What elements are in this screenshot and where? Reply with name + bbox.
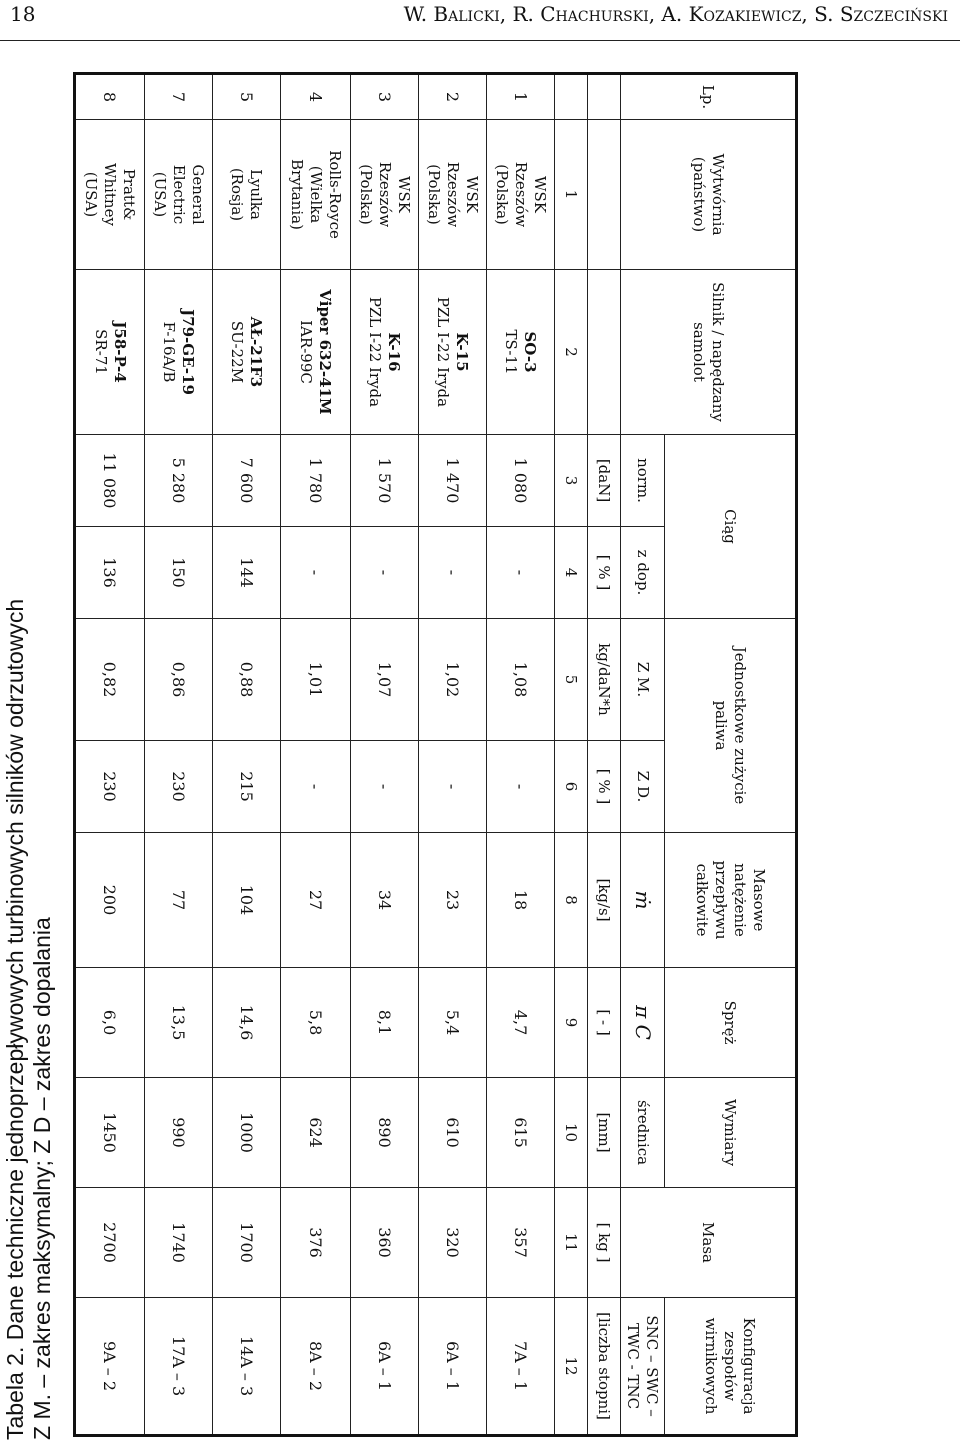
row-diameter: [487, 1078, 555, 1188]
sub-compression-symbol: π C: [621, 968, 665, 1078]
row-manufacturer-line: Pratt&: [120, 168, 139, 221]
row-engine: [145, 270, 213, 435]
row-sfc-ab: [351, 741, 419, 833]
row-mass-line: 357: [511, 1227, 530, 1258]
row-engine-line: TS-11: [502, 329, 521, 375]
row-manufacturer-line: WSK: [395, 176, 413, 213]
sub-config: SNC – SWC – TWC - TNC: [621, 1298, 665, 1436]
row-manufacturer: [281, 120, 351, 270]
table-row: [145, 74, 213, 1436]
row-manufacturer-line: Electric: [170, 164, 188, 225]
sub-thrust-ab: z dop.: [621, 527, 665, 619]
row-massflow: [75, 833, 145, 968]
row-lp: [419, 74, 487, 120]
row-engine: [281, 270, 351, 435]
unit-compression: [ - ]: [588, 968, 621, 1078]
row-compression-line: 14,6: [237, 1004, 256, 1041]
row-sfc-line: 1,01: [306, 661, 325, 698]
row-diameter-line: 890: [375, 1117, 394, 1148]
col-number: 8: [555, 833, 588, 968]
row-diameter-line: 1000: [237, 1112, 256, 1153]
row-sfc-ab-line: -: [511, 783, 530, 790]
row-lp-line: 1: [511, 91, 530, 103]
row-manufacturer-line: WSK: [463, 176, 481, 213]
row-sfc-line: 1,08: [511, 661, 530, 698]
row-lp-line: 5: [237, 91, 256, 103]
row-manufacturer-line: Rolls-Royce: [326, 150, 344, 239]
table-caption: [2, 20, 72, 1440]
col-number: 2: [555, 270, 588, 435]
row-thrust-line: 7 600: [237, 457, 256, 504]
header-engine: Silnik / napędzany samolot: [621, 270, 797, 435]
page-header: [0, 0, 960, 41]
col-number: 10: [555, 1078, 588, 1188]
row-config: [487, 1298, 555, 1436]
row-config: [281, 1298, 351, 1436]
row-mass-line: 360: [375, 1227, 394, 1258]
row-sfc: [487, 619, 555, 741]
header-sfc: Jednostkowe zużycie paliwa: [665, 619, 797, 833]
row-massflow-line: 27: [306, 889, 325, 911]
row-diameter-line: 990: [169, 1117, 188, 1148]
row-thrust-line: 1 470: [443, 457, 462, 504]
table-row: [213, 74, 281, 1436]
row-engine-line: SR-71: [92, 329, 110, 375]
row-manufacturer: [145, 120, 213, 270]
row-sfc-ab: [487, 741, 555, 833]
col-number: 5: [555, 619, 588, 741]
unit-config: [liczba stopni]: [588, 1298, 621, 1436]
row-config: [419, 1298, 487, 1436]
row-thrust-ab: [213, 527, 281, 619]
row-manufacturer-line: General: [189, 164, 207, 225]
row-manufacturer: [419, 120, 487, 270]
row-engine-line: F-16A/B: [160, 321, 179, 383]
unit-mass: [ kg ]: [588, 1188, 621, 1298]
row-engine-line: AŁ-21F3: [247, 316, 266, 388]
sub-massflow-symbol: ṁ: [621, 833, 665, 968]
row-massflow: [213, 833, 281, 968]
table-row: [487, 74, 555, 1436]
row-mass-line: 2700: [100, 1222, 120, 1263]
units-empty-1: [588, 74, 621, 120]
row-engine: [419, 270, 487, 435]
row-engine-line: K-16: [385, 332, 404, 372]
row-config: [213, 1298, 281, 1436]
unit-massflow: [kg/s]: [588, 833, 621, 968]
row-compression: [281, 968, 351, 1078]
row-thrust: [75, 435, 145, 527]
row-diameter-line: 615: [511, 1117, 530, 1148]
row-manufacturer-line: WSK: [531, 176, 549, 213]
row-massflow-line: 104: [237, 884, 256, 916]
running-head: W. Balicki, R. Chachurski, A. Kozakiewicz, S. Szczeciński: [403, 2, 948, 26]
row-compression-line: 8,1: [375, 1009, 394, 1036]
row-manufacturer-line: Whitney: [101, 163, 120, 226]
row-thrust-ab: [419, 527, 487, 619]
row-mass: [487, 1188, 555, 1298]
row-manufacturer: [351, 120, 419, 270]
row-manufacturer-line: (USA): [82, 171, 101, 218]
unit-thrust-norm: [daN]: [588, 435, 621, 527]
table-row: [281, 74, 351, 1436]
unit-thrust-ab: [ % ]: [588, 527, 621, 619]
units-row: [588, 74, 621, 1436]
row-massflow-line: 23: [443, 889, 462, 911]
row-sfc: [351, 619, 419, 741]
row-thrust-ab-line: 150: [169, 557, 188, 588]
row-sfc-ab: [419, 741, 487, 833]
row-compression-line: 5,8: [306, 1009, 325, 1036]
row-config-line: 9A – 2: [100, 1340, 120, 1392]
caption-title: Tabela 2. Dane techniczne jednoprzepływowych turbinowych silników odrzutowych: [2, 598, 28, 1440]
row-lp: [487, 74, 555, 120]
row-config: [145, 1298, 213, 1436]
row-sfc-line: 0,88: [237, 661, 256, 698]
row-engine-line: SO-3: [521, 331, 540, 373]
row-thrust: [419, 435, 487, 527]
row-sfc-ab-line: -: [306, 783, 325, 790]
table-body: [75, 74, 555, 1436]
header-thrust: Ciąg: [665, 435, 797, 619]
row-mass: [145, 1188, 213, 1298]
units-empty-3: [588, 270, 621, 435]
row-thrust-line: 11 080: [100, 452, 120, 509]
row-lp: [281, 74, 351, 120]
header-row: [665, 74, 797, 1436]
row-manufacturer-line: (Polska): [425, 164, 443, 225]
header-config: Konfiguracja zespołów wirnikowych: [665, 1298, 797, 1436]
row-diameter: [213, 1078, 281, 1188]
row-diameter: [419, 1078, 487, 1188]
row-engine-line: J58-P-4: [111, 321, 129, 383]
row-compression: [75, 968, 145, 1078]
row-compression-line: 13,5: [169, 1004, 188, 1041]
row-compression-line: 6,0: [100, 1009, 120, 1036]
row-massflow: [145, 833, 213, 968]
row-mass: [351, 1188, 419, 1298]
row-diameter: [351, 1078, 419, 1188]
row-sfc: [281, 619, 351, 741]
table-wrapper: [82, 72, 798, 1434]
unit-sfc-ab: [ % ]: [588, 741, 621, 833]
col-number: 1: [555, 120, 588, 270]
row-mass-line: 1740: [169, 1222, 188, 1263]
row-massflow: [281, 833, 351, 968]
row-thrust-line: 1 780: [306, 457, 325, 504]
units-empty-2: [588, 120, 621, 270]
row-massflow-line: 34: [375, 889, 394, 911]
row-thrust: [487, 435, 555, 527]
row-config-line: 17A – 3: [169, 1335, 188, 1397]
col-number: 11: [555, 1188, 588, 1298]
col-number: 6: [555, 741, 588, 833]
row-engine: [213, 270, 281, 435]
row-config-line: 6A – 1: [375, 1340, 394, 1392]
row-engine: [351, 270, 419, 435]
row-diameter-line: 1450: [100, 1112, 120, 1153]
row-massflow-line: 77: [169, 889, 188, 911]
col-number: 9: [555, 968, 588, 1078]
row-manufacturer: [487, 120, 555, 270]
row-sfc: [75, 619, 145, 741]
sub-sfc-max: Z M.: [621, 619, 665, 741]
row-sfc-ab: [213, 741, 281, 833]
row-config-line: 8A – 2: [306, 1340, 325, 1392]
table-row: [351, 74, 419, 1436]
row-thrust: [145, 435, 213, 527]
row-thrust-ab: [75, 527, 145, 619]
row-massflow: [351, 833, 419, 968]
row-sfc-line: 0,82: [100, 661, 120, 698]
row-lp-line: 4: [306, 91, 325, 103]
row-mass-line: 376: [306, 1227, 325, 1258]
row-engine-line: Viper 632-41M: [316, 289, 335, 415]
row-manufacturer-line: Rzeszów: [444, 161, 462, 228]
row-massflow-line: 18: [511, 889, 530, 911]
row-mass-line: 320: [443, 1227, 462, 1258]
row-thrust: [213, 435, 281, 527]
row-engine: [487, 270, 555, 435]
row-diameter-line: 610: [443, 1117, 462, 1148]
row-sfc-line: 1,07: [375, 661, 394, 698]
row-diameter-line: 624: [306, 1117, 325, 1148]
row-massflow: [419, 833, 487, 968]
row-sfc-ab-line: 215: [237, 771, 256, 802]
row-sfc-ab-line: -: [375, 783, 394, 790]
row-diameter: [75, 1078, 145, 1188]
row-manufacturer-line: Rzeszów: [376, 161, 394, 228]
row-sfc-line: 1,02: [443, 661, 462, 698]
row-lp: [145, 74, 213, 120]
row-mass: [419, 1188, 487, 1298]
row-thrust-ab-line: 144: [237, 557, 256, 588]
row-sfc-line: 0,86: [169, 661, 188, 698]
row-engine-line: SU-22M: [228, 320, 247, 384]
row-sfc-ab-line: 230: [100, 771, 120, 802]
row-thrust-ab-line: 136: [100, 557, 120, 588]
col-number: 3: [555, 435, 588, 527]
row-manufacturer-line: (Rosja): [228, 167, 247, 222]
row-engine-line: IAR-99C: [297, 320, 316, 384]
row-massflow: [487, 833, 555, 968]
row-sfc-ab-line: 230: [169, 771, 188, 802]
row-compression: [487, 968, 555, 1078]
colnum-empty: [555, 74, 588, 120]
row-sfc-ab: [145, 741, 213, 833]
row-thrust-line: 5 280: [169, 457, 188, 504]
row-compression-line: 4,7: [511, 1009, 530, 1036]
unit-diameter: [mm]: [588, 1078, 621, 1188]
row-manufacturer-line: Rzeszów: [512, 161, 530, 228]
row-diameter: [145, 1078, 213, 1188]
row-diameter: [281, 1078, 351, 1188]
row-thrust-ab: [351, 527, 419, 619]
header-lp: Lp.: [621, 74, 797, 120]
row-sfc: [145, 619, 213, 741]
row-config-line: 7A – 1: [511, 1340, 530, 1392]
row-thrust-ab-line: -: [375, 569, 394, 576]
row-thrust-line: 1 080: [511, 457, 530, 504]
header-mass: Masa: [621, 1188, 797, 1298]
row-thrust-ab-line: -: [443, 569, 462, 576]
row-thrust-ab-line: -: [306, 569, 325, 576]
sub-thrust-norm: norm.: [621, 435, 665, 527]
row-config-line: 14A – 3: [237, 1335, 256, 1397]
table-row: [419, 74, 487, 1436]
row-manufacturer: [213, 120, 281, 270]
row-config: [351, 1298, 419, 1436]
row-thrust: [351, 435, 419, 527]
row-sfc: [419, 619, 487, 741]
row-engine-line: J79-GE-19: [179, 309, 198, 395]
row-massflow-line: 200: [100, 884, 120, 916]
col-number: 4: [555, 527, 588, 619]
unit-sfc-max: kg/daN*h: [588, 619, 621, 741]
caption-legend: Z M. – zakres maksymalny; Z D – zakres dopalania: [29, 917, 55, 1440]
header-compression: Spręż: [665, 968, 797, 1078]
row-lp: [75, 74, 145, 120]
row-compression: [145, 968, 213, 1078]
row-lp-line: 8: [100, 91, 120, 103]
col-number: 12: [555, 1298, 588, 1436]
row-lp: [213, 74, 281, 120]
table-row: [75, 74, 145, 1436]
row-manufacturer-line: (Polska): [493, 164, 511, 225]
row-thrust-ab: [487, 527, 555, 619]
row-mass: [213, 1188, 281, 1298]
header-manufacturer: Wytwórnia (państwo): [621, 120, 797, 270]
row-thrust-ab-line: -: [511, 569, 530, 576]
header-dimensions: Wymiary: [665, 1078, 797, 1188]
row-compression: [351, 968, 419, 1078]
row-thrust-ab: [145, 527, 213, 619]
row-engine-line: K-15: [453, 332, 472, 372]
row-mass: [75, 1188, 145, 1298]
row-lp: [351, 74, 419, 120]
row-manufacturer-line: (Wielka: [307, 165, 325, 224]
row-lp-line: 7: [169, 91, 188, 103]
row-config-line: 6A – 1: [443, 1340, 462, 1392]
row-config: [75, 1298, 145, 1436]
column-number-row: [555, 74, 588, 1436]
row-engine-line: PZL I-22 Iryda: [434, 296, 453, 408]
header-massflow: Masowe natężenie przepływu całkowite: [665, 833, 797, 968]
row-thrust-line: 1 570: [375, 457, 394, 504]
row-engine-line: PZL I-22 Iryda: [366, 296, 385, 408]
row-thrust-ab: [281, 527, 351, 619]
row-compression: [213, 968, 281, 1078]
page-number: 18: [10, 2, 36, 26]
row-sfc-ab-line: -: [443, 783, 462, 790]
row-lp-line: 3: [375, 91, 394, 103]
sub-diameter: średnica: [621, 1078, 665, 1188]
row-compression-line: 5,4: [443, 1009, 462, 1036]
row-manufacturer: [75, 120, 145, 270]
row-lp-line: 2: [443, 91, 462, 103]
row-mass-line: 1700: [237, 1222, 256, 1263]
row-mass: [281, 1188, 351, 1298]
row-manufacturer-line: Brytania): [288, 159, 306, 230]
engine-data-table: [73, 72, 798, 1437]
row-sfc-ab: [281, 741, 351, 833]
row-manufacturer-line: (USA): [151, 171, 169, 218]
row-sfc-ab: [75, 741, 145, 833]
row-manufacturer-line: Lyulka: [247, 169, 266, 220]
row-thrust: [281, 435, 351, 527]
row-sfc: [213, 619, 281, 741]
row-compression: [419, 968, 487, 1078]
sub-sfc-ab: Z D.: [621, 741, 665, 833]
row-manufacturer-line: (Polska): [357, 164, 375, 225]
row-engine: [75, 270, 145, 435]
